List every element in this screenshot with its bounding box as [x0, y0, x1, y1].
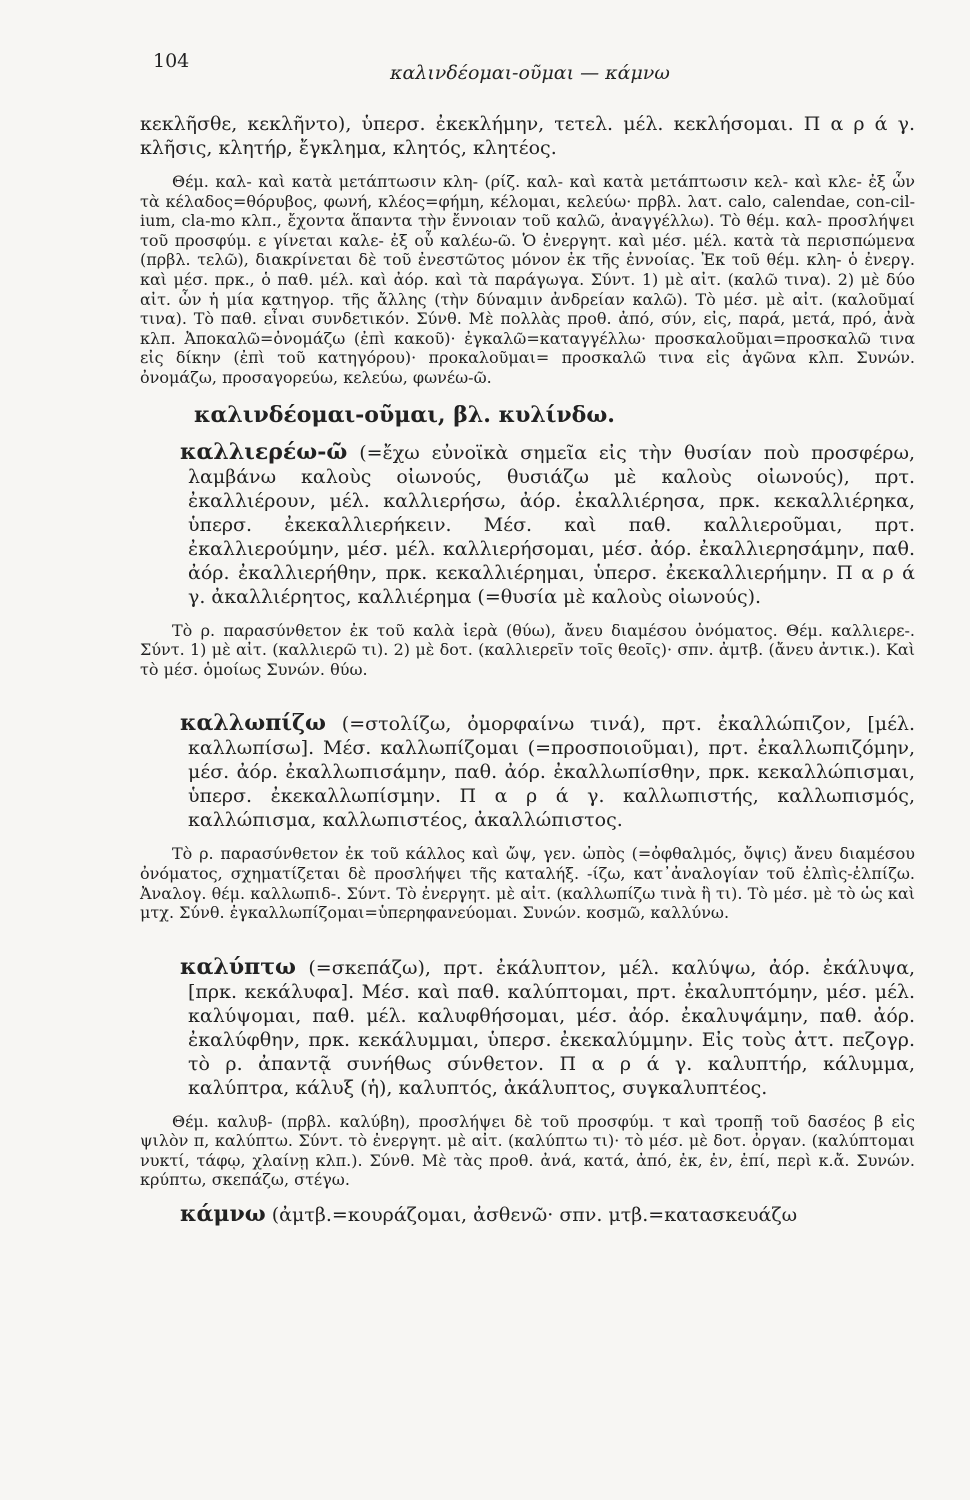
entry-continuation-note: Θέμ. καλ- καὶ κατὰ μετάπτωσιν κλη- (ρίζ. καλ- καὶ κατὰ μετάπτωσιν κελ- καὶ κλε- ἐξ ὧν τὰ κέλαδος=θόρυβος, φωνή, κλέος=φήμη, κέλομαι, κελεύω· πρβλ. λατ. calo, calendae, con-cil-ium, cla-mo κλπ., ἔχοντα ἅπαντα τὴν ἔννοιαν τοῦ καλῶ, ἀναγγέλλω). Τὸ θέμ. καλ- προσλήψει τοῦ προσφύμ. ε γίνεται καλε- ἐξ οὗ καλέω-ῶ. Ὁ ἐνεργητ. καὶ μέσ. μέλ. κατὰ τὰ περισπώμενα (πρβλ. τελῶ), διακρίνεται δὲ τοῦ ἐνεστῶτος μόνον ἐκ τῆς ἐννοίας. Ἐκ τοῦ θέμ. κλη- ὁ ἐνεργ. καὶ μέσ. πρκ., ὁ παθ. μέλ. καὶ ἀόρ. καὶ τὰ παράγωγα. Σύντ. 1) μὲ αἰτ. (καλῶ τινα). 2) μὲ δύο αἰτ. ὧν ἡ μία κατηγορ. τῆς ἄλλης (τὴν δύναμιν ἀνδρείαν καλῶ). Τὸ μέσ. μὲ αἰτ. (καλοῦμαί τινα). Τὸ παθ. εἶναι συνδετικόν. Σύνθ. Μὲ πολλὰς προθ. ἀπό, σύν, εἰς, παρά, μετά, πρό, ἀνὰ κλπ. Ἀποκαλῶ=ὀνομάζω (ἐπὶ κακοῦ)· ἐγκαλῶ=καταγγέλλω· προσκαλοῦμαι=προσκαλῶ τινα εἰς δίκην (ἐπὶ τοῦ κατηγόρου)· προκαλοῦμαι= προσκαλῶ τινα εἰς ἀγῶνα κλπ. Συνών. ὀνομάζω, προσαγορεύω, κελεύω, φωνέω-ῶ.	[140, 172, 915, 387]
entry-kamno	[140, 1202, 915, 1227]
headword: καλύπτω	[180, 953, 296, 980]
entry-kallopizo	[140, 711, 915, 832]
running-head: καλινδέομαι-οῦμαι — κάμνω	[390, 62, 670, 84]
entry-note: Τὸ ρ. παρασύνθετον ἐκ τοῦ καλὰ ἱερὰ (θύω), ἄνευ διαμέσου ὀνόματος. Θέμ. καλλιερε-. Σύντ. 1) μὲ αἰτ. (καλλιερῶ τι). 2) μὲ δοτ. (καλλιερεῖν τοῖς θεοῖς)· σπν. ἀμτβ. (ἄνευ ἀντικ.). Καὶ τὸ μέσ. ὁμοίως Συνών. θύω.	[140, 620, 915, 679]
entry-text: (ἀμτβ.=κουράζομαι, ἀσθενῶ· σπν. μτβ.=κατασκευάζω	[265, 1204, 798, 1227]
headword: καλλιερέω-ῶ	[180, 438, 348, 465]
entry-kallierew	[140, 440, 915, 609]
entry-continuation: κεκλῆσθε, κεκλῆντο), ὑπερσ. ἐκεκλήμην, τετελ. μέλ. κεκλήσομαι. Π α ρ ά γ. κλῆσις, κλητήρ, ἔγκλημα, κλητός, κλητέος.	[140, 113, 915, 159]
headword: κάμνω	[180, 1201, 266, 1228]
page-body	[140, 112, 915, 1239]
page-number: 104	[153, 50, 190, 72]
entry-text: (=ἔχω εὐνοϊκὰ σημεῖα εἰς τὴν θυσίαν ποὺ προσφέρω, λαμβάνω καλοὺς οἰωνούς, θυσιάζω μὲ καλοὺς οἰωνούς), πρτ. ἐκαλλιέρουν, μέλ. καλλιερήσω, ἀόρ. ἐκαλλιέρησα, πρκ. κεκαλλιέρηκα, ὑπερσ. ἐκεκαλλιερήκειν. Μέσ. καὶ παθ. καλλιεροῦμαι, πρτ. ἐκαλλιερούμην, μέσ. μέλ. καλλιερήσομαι, μέσ. ἀόρ. ἐκαλλιερησάμην, παθ. ἀόρ. ἐκαλλιερήθην, πρκ. κεκαλλιέρημαι, ὑπερσ. ἐκεκαλλιερήμην. Π α ρ ά γ. ἀκαλλιέρητος, καλλιέρημα (=θυσία μὲ καλοὺς οἰωνούς).	[188, 441, 915, 608]
entry-note: Τὸ ρ. παρασύνθετον ἐκ τοῦ κάλλος καὶ ὤψ, γεν. ὠπὸς (=ὀφθαλμός, ὄψις) ἄνευ διαμέσου ὀνόματος, σχηματίζεται δὲ προσλήψει τῆς καταλήξ. -ίζω, κατ᾽ἀναλογίαν τοῦ ἐλπὶς-ἐλπίζω. Ἀναλογ. θέμ. καλλωπιδ-. Σύντ. Τὸ ἐνεργητ. μὲ αἰτ. (καλλωπίζω τινὰ ἢ τι). Τὸ μέσ. μὲ τὸ ὡς καὶ μτχ. Σύνθ. ἐγκαλλωπίζομαι=ὑπερηφανεύομαι. Συνών. κοσμῶ, καλλύνω.	[140, 844, 915, 923]
entry-note: Θέμ. καλυβ- (πρβλ. καλύβη), προσλήψει δὲ τοῦ προσφύμ. τ καὶ τροπῇ τοῦ δασέος β εἰς ψιλὸν π, καλύπτω. Σύντ. τὸ ἐνεργητ. μὲ αἰτ. (καλύπτω τι)· τὸ μέσ. μὲ δοτ. ὀργαν. (καλύπτομαι νυκτί, τάφῳ, χλαίνῃ κλπ.). Σύνθ. Μὲ τὰς προθ. ἀνά, κατά, ἀπό, ἐκ, ἐν, ἐπί, περὶ κ.ἄ. Συνών. κρύπτω, σκεπάζω, στέγω.	[140, 1111, 915, 1190]
entry-text: (=σκεπάζω), πρτ. ἐκάλυπτον, μέλ. καλύψω, ἀόρ. ἐκάλυψα, [πρκ. κεκάλυφα]. Μέσ. καὶ παθ. καλύπτομαι, πρτ. ἐκαλυπτόμην, μέσ. μέλ. καλύψομαι, παθ. μέλ. καλυφθήσομαι, μέσ. ἀόρ. ἐκαλυψάμην, παθ. ἀόρ. ἐκαλύφθην, πρκ. κεκάλυμμαι, ὑπερσ. ἐκεκαλύμμην. Εἰς τοὺς ἀττ. πεζογρ. τὸ ρ. ἀπαντᾷ συνήθως σύνθετον. Π α ρ ά γ. καλυπτήρ, κάλυμμα, καλύπτρα, κάλυξ (ἡ), καλυπτός, ἀκάλυπτος, συγκαλυπτέος.	[188, 956, 915, 1099]
cross-reference: καλινδέομαι-οῦμαι, βλ. κυλίνδω.	[194, 401, 615, 428]
entry-text: (=στολίζω, ὀμορφαίνω τινά), πρτ. ἐκαλλώπιζον, [μέλ. καλλωπίσω]. Μέσ. καλλωπίζομαι (=προσποιοῦμαι), πρτ. ἐκαλλωπιζόμην, μέσ. ἀόρ. ἐκαλλωπισάμην, παθ. ἀόρ. ἐκαλλωπίσθην, πρκ. κεκαλλώπισμαι, ὑπερσ. ἐκεκαλλωπίσμην. Π α ρ ά γ. καλλωπιστής, καλλωπισμός, καλλώπισμα, καλλωπιστέος, ἀκαλλώπιστος.	[188, 713, 915, 832]
headword: καλλωπίζω	[180, 710, 326, 737]
entry-kalypto	[140, 955, 915, 1100]
